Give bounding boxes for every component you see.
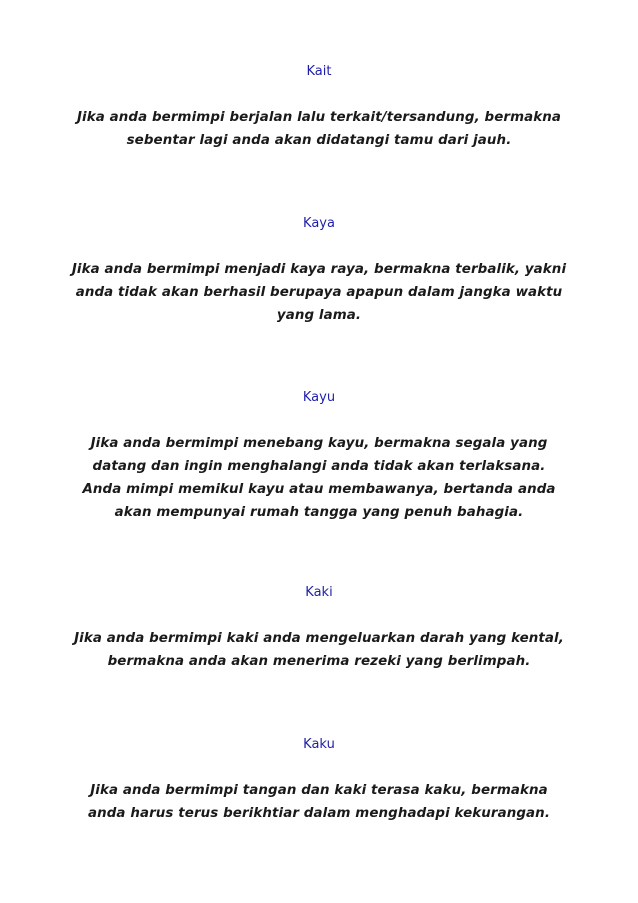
text-line: Anda mimpi memikul kayu atau membawanya, bertanda anda bbox=[82, 482, 556, 497]
text-line: Jika anda bermimpi tangan dan kaki terasa kaku, bermakna bbox=[90, 783, 548, 798]
entry-text bbox=[40, 779, 598, 825]
entry-kaya bbox=[40, 216, 598, 327]
text-line: anda tidak akan berhasil berupaya apapun dalam jangka waktu bbox=[75, 285, 563, 300]
entry-text bbox=[40, 627, 598, 673]
entry-title: Kait bbox=[306, 64, 332, 79]
entry-title: Kaya bbox=[303, 216, 335, 231]
text-line: Jika anda bermimpi berjalan lalu terkait/tersandung, bermakna bbox=[76, 110, 562, 125]
text-line: Jika anda bermimpi menjadi kaya raya, bermakna terbalik, yakni bbox=[71, 262, 567, 277]
text-line: datang dan ingin menghalangi anda tidak akan terlaksana. bbox=[92, 459, 546, 474]
entry-kayu bbox=[40, 390, 598, 524]
entry-text bbox=[40, 106, 598, 152]
entry-title: Kaku bbox=[303, 737, 335, 752]
text-line: anda harus terus berikhtiar dalam menghadapi kekurangan. bbox=[87, 806, 551, 821]
text-line: Jika anda bermimpi kaki anda mengeluarkan darah yang kental, bbox=[74, 631, 564, 646]
text-line: sebentar lagi anda akan didatangi tamu dari jauh. bbox=[126, 133, 512, 148]
entry-kaku bbox=[40, 737, 598, 825]
text-line: akan mempunyai rumah tangga yang penuh bahagia. bbox=[114, 505, 524, 520]
entry-text bbox=[40, 432, 598, 524]
entry-kait bbox=[40, 64, 598, 152]
text-line: Jika anda bermimpi menebang kayu, bermakna segala yang bbox=[90, 436, 548, 451]
entry-title: Kaki bbox=[305, 585, 333, 600]
entry-text bbox=[40, 258, 598, 327]
text-line: bermakna anda akan menerima rezeki yang berlimpah. bbox=[107, 654, 531, 669]
text-line: yang lama. bbox=[276, 308, 362, 323]
entry-title: Kayu bbox=[302, 390, 336, 405]
entry-kaki bbox=[40, 585, 598, 673]
